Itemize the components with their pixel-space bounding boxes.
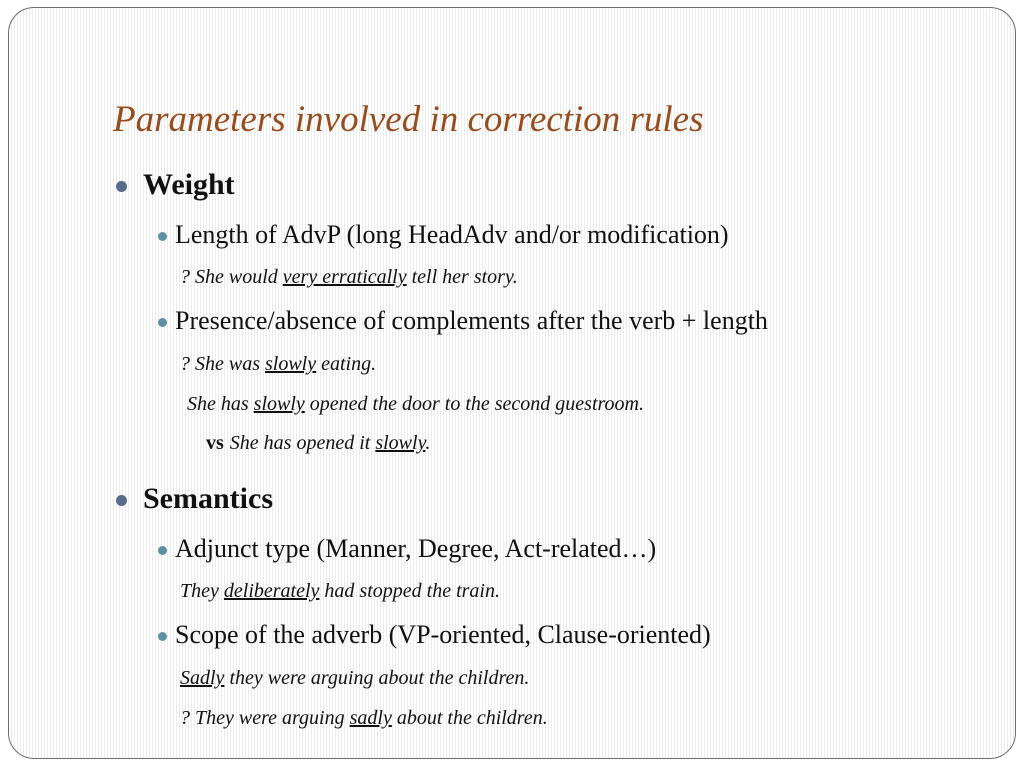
- example-text: ? She was: [180, 353, 265, 375]
- sub-bullet-dot: [158, 546, 167, 555]
- example-complements-2: [187, 393, 644, 416]
- example-highlight: deliberately: [223, 580, 320, 602]
- example-text: .: [425, 432, 431, 454]
- slide-title: Parameters involved in correction rules: [113, 99, 704, 140]
- example-scope-2: [180, 707, 548, 730]
- example-text: opened the door to the second guestroom.: [304, 393, 644, 415]
- example-text: She has opened it: [229, 432, 376, 454]
- example-highlight: slowly: [375, 432, 426, 454]
- heading-weight: Weight: [143, 168, 235, 201]
- item-complements: Presence/absence of complements after the verb + length: [175, 306, 768, 335]
- heading-semantics: Semantics: [143, 482, 273, 515]
- example-text: ? They were arguing: [180, 707, 350, 729]
- example-complements-1: [180, 353, 376, 376]
- item-scope: Scope of the adverb (VP-oriented, Clause-oriented): [175, 620, 711, 649]
- sub-bullet-dot: [158, 232, 167, 241]
- example-text: ? She would: [180, 266, 283, 288]
- example-length: [180, 266, 518, 289]
- bullet-dot: [116, 495, 127, 506]
- example-highlight: sadly: [349, 707, 392, 729]
- example-text: They: [180, 580, 224, 602]
- example-text: they were arguing about the children.: [224, 667, 530, 689]
- example-adjunct: [180, 580, 500, 603]
- example-text: eating.: [316, 353, 377, 375]
- bullet-dot: [116, 181, 127, 192]
- item-adjunct: Adjunct type (Manner, Degree, Act-related…): [175, 534, 657, 563]
- example-highlight: slowly: [265, 353, 317, 375]
- example-text: had stopped the train.: [319, 580, 500, 602]
- example-text: She has: [187, 393, 254, 415]
- example-highlight: very erratically: [282, 266, 407, 288]
- example-highlight: slowly: [253, 393, 305, 415]
- example-text: about the children.: [391, 707, 548, 729]
- sub-bullet-dot: [158, 632, 167, 641]
- example-complements-3: [206, 432, 430, 455]
- sub-bullet-dot: [158, 318, 167, 327]
- example-highlight: Sadly: [180, 667, 225, 689]
- item-length: Length of AdvP (long HeadAdv and/or modification): [175, 220, 729, 249]
- vs-label: vs: [206, 432, 224, 454]
- example-text: tell her story.: [406, 266, 518, 288]
- example-scope-1: [180, 667, 529, 690]
